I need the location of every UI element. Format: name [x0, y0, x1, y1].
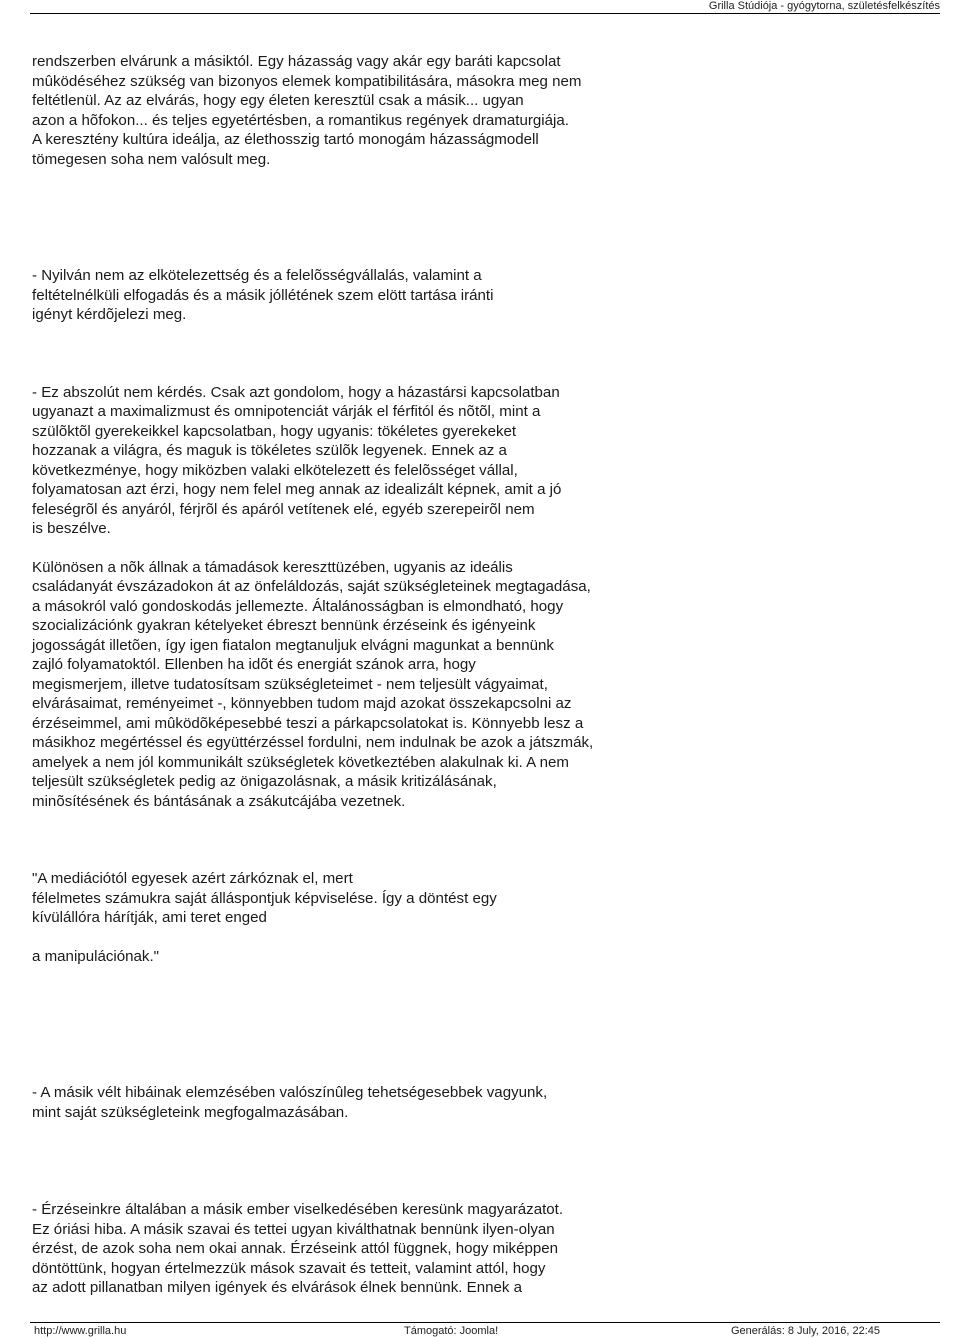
article-body — [32, 52, 932, 1298]
footer-divider — [30, 1322, 940, 1323]
footer-url-link[interactable]: http://www.grilla.hu — [34, 1325, 127, 1337]
paragraph-1: rendszerben elvárunk a másiktól. Egy házasság vagy akár egy baráti kapcsolat mûködéséhez szükség van bizonyos elemek kompatibilitására, másokra meg nem feltétlenül. Az az elvárás, hogy egy életen keresztül csak a másik... ugyan azon a hõfokon... és teljes egyetértésben, a romantikus regények dramaturgiája. A keresztény kultúra ideálja, az élethosszig tartó monogám házasságmodell tömegesen soha nem valósult meg. — [32, 53, 582, 168]
page-footer — [0, 1322, 960, 1338]
page-header — [0, 0, 960, 14]
paragraph-6: - Érzéseinkre általában a másik ember viselkedésében keresünk magyarázatot. Ez óriási hiba. A másik szavai és tettei ugyan kiválthatnak bennünk ilyen-olyan érzést, de azok soha nem okai annak. Érzéseink attól függnek, hogy miképpen döntöttünk, hogyan értelmezzük mások szavait és tetteit, valamint attól, hogy az adott pillanatban milyen igények és elvárások élnek bennünk. Ennek a — [32, 1201, 564, 1296]
footer-generated: Generálás: 8 July, 2016, 22:45 — [730, 1325, 880, 1337]
paragraph-5: - A másik vélt hibáinak elemzésében valószínûleg tehetségesebbek vagyunk, mint saját szükségleteink megfogalmazásában. — [32, 1084, 548, 1121]
quote-paragraph: "A mediációtól egyesek azért zárkóznak el, mert félelmetes számukra saját álláspontjuk képviselése. Így a döntést egy kívülállóra hárítják, ami teret enged — [32, 870, 497, 926]
paragraph-3: - Ez abszolút nem kérdés. Csak azt gondolom, hogy a házastársi kapcsolatban ugyanazt a maximalizmust és omnipotenciát várják el férfitól és nõtõl, mint a szülõktõl gyerekeikkel kapcsolatban, hogy ugyanis: tökéletes gyerekeket hozzanak a világra, és maguk is tökéletes szülõk legyenek. Ennek az a következménye, hogy miközben valaki elkötelezett és felelõsséget vállal, folyamatosan azt érzi, hogy nem felel meg annak az idealizált képnek, amit a jó feleségrõl és anyáról, férjrõl és apáról vetítenek elé, egyéb szerepeirõl nem is beszélve. — [32, 383, 562, 537]
paragraph-4: Különösen a nõk állnak a támadások kereszttüzében, ugyanis az ideális családanyát évszázadokon át az önfeláldozás, saját szükségleteinek megtagadása, a másokról való gondoskodás jellemezte. Általánosságban is elmondható, hogy szocializációnk gyakran kételyeket ébreszt bennünk érzéseink és igényeink jogosságát illetõen, így igen fiatalon megtanuljuk elvágni magunkat a bennünk zajló folyamatoktól. Ellenben ha idõt és energiát szánok arra, hogy megismerjem, illetve tudatosítsam szükségleteimet - nem teljesült vágyaimat, elvárásaimat, reményeimet -, könnyebben tudom majd azokat összekapcsolni az érzéseimmel, ami mûködõképesebbé teszi a párkapcsolatokat is. Könnyebb lesz a másikhoz megértéssel és együttérzéssel fordulni, nem indulnak be azok a játszmák, amelyek a nem jól kommunikált szükségletek következtében alakulnak ki. A nem teljesült szükségletek pedig az önigazolásnak, a másik kritizálásának, minõsítésének és bántásának a zsákutcájába vezetnek. — [32, 558, 594, 810]
paragraph-2: - Nyilván nem az elkötelezettség és a felelõsségvállalás, valamint a feltételnélküli elfogadás és a másik jóllétének szem elött tartása iránti igényt kérdõjelezi meg. — [32, 267, 494, 323]
header-divider — [30, 13, 940, 14]
site-title: Grilla Stúdiója - gyógytorna, születésfelkészítés — [708, 0, 940, 12]
quote-ending: a manipulációnak." — [32, 947, 160, 965]
footer-support: Támogató: Joomla! — [404, 1325, 499, 1337]
